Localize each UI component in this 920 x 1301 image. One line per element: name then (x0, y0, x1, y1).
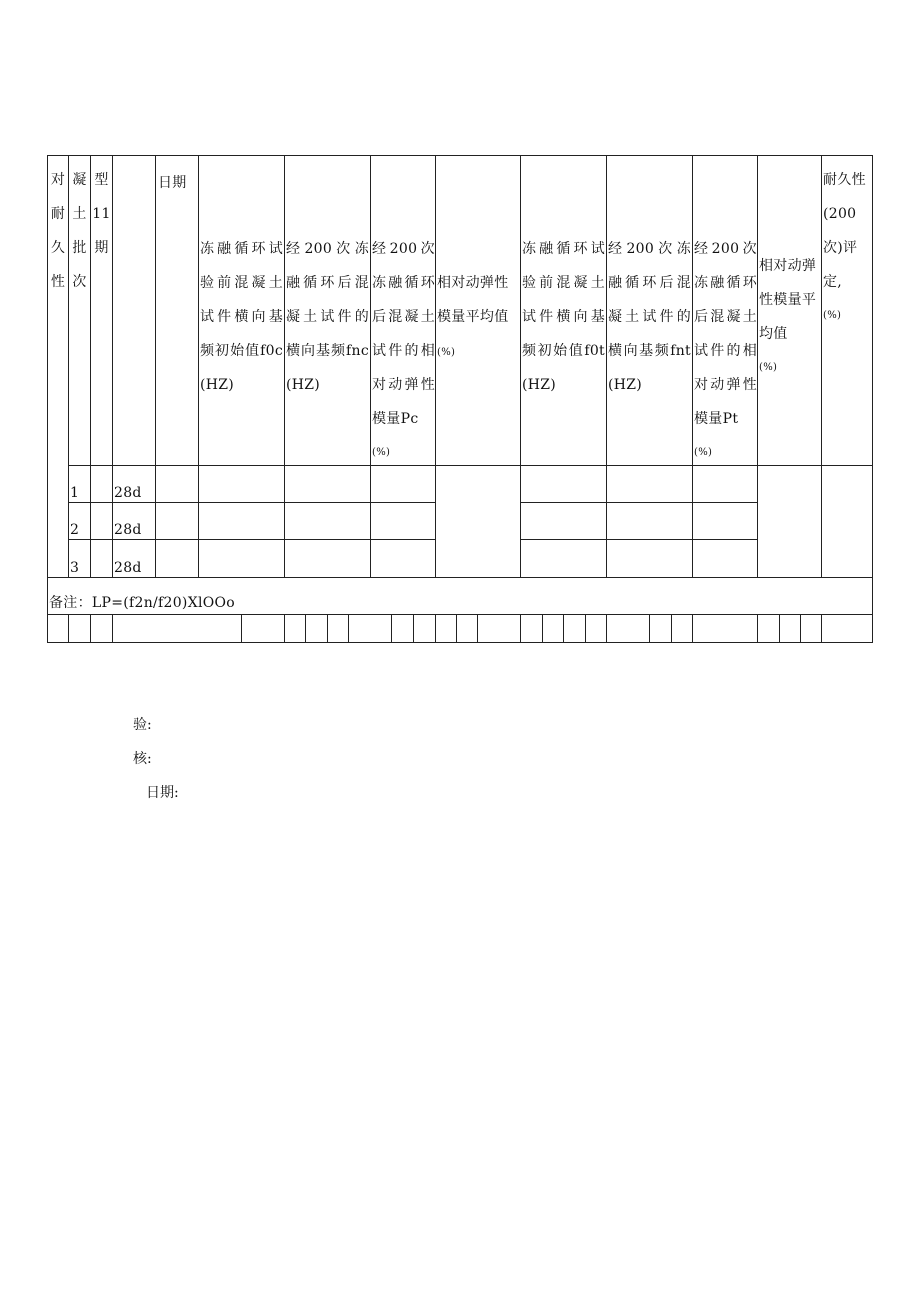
header-after-freq-c-text: 经200次冻融循环后混凝土试件的横向基频fnc(HZ) (286, 241, 369, 393)
col-line (692, 155, 693, 577)
header-type-label: 型11期 (92, 172, 111, 256)
tick-line (327, 614, 328, 642)
header-average-c-unit: (%) (437, 347, 456, 358)
header-average-t-unit: (%) (759, 362, 778, 373)
header-initial-freq-c-text: 冻融循环试验前混凝土试件横向基频初始值f0c(HZ) (200, 241, 283, 393)
row-1-number: 1 (70, 485, 80, 501)
header-after-freq-c (286, 232, 369, 402)
table-border-right (872, 155, 873, 643)
header-average-c-text: 相对动弹性模量平均值 (437, 275, 509, 325)
tick-line (456, 614, 457, 642)
col-line (112, 155, 113, 577)
tick-line (585, 614, 586, 642)
tick-line (542, 614, 543, 642)
header-initial-freq-t-text: 冻融循环试验前混凝土试件横向基频初始值f0t(HZ) (522, 241, 605, 393)
header-modulus-pt-unit: (%) (694, 447, 713, 458)
col-line (155, 155, 156, 577)
signoff-check: 验: (133, 717, 152, 733)
row-2-age: 28d (114, 522, 142, 538)
tick-line (241, 614, 242, 642)
header-modulus-pt-text: 经200次冻融循环后混凝土试件的相对动弹性模量Pt (694, 241, 757, 427)
col-line (520, 155, 521, 577)
row-1-age: 28d (114, 485, 142, 501)
tick-line (284, 614, 285, 642)
tick-line (520, 614, 521, 642)
header-after-freq-t (608, 232, 691, 402)
row-2-number: 2 (70, 522, 80, 538)
header-modulus-pt (694, 232, 757, 470)
data-bottom-line (47, 577, 873, 578)
tick-line (692, 614, 693, 642)
signoff-date: 日期: (146, 785, 179, 801)
col-line (757, 155, 758, 577)
tick-line (757, 614, 758, 642)
col-line (198, 155, 199, 577)
tick-line (413, 614, 414, 642)
header-average-c (437, 266, 519, 370)
row-3-number: 3 (70, 560, 80, 576)
header-initial-freq-c (200, 232, 283, 402)
tick-line (477, 614, 478, 642)
tick-line (821, 614, 822, 642)
header-modulus-pc (372, 232, 435, 470)
header-durability-label: 对耐久性 (50, 172, 66, 290)
header-rating-unit: (%) (823, 310, 842, 321)
header-rating-text: 耐久性(200次)评定, (823, 172, 866, 290)
signoff-review: 核: (133, 751, 152, 767)
header-initial-freq-t (522, 232, 605, 402)
tick-line (391, 614, 392, 642)
header-after-freq-t-text: 经200次冻融循环后混凝土试件的横向基频fnt(HZ) (608, 241, 691, 393)
row-3-age: 28d (114, 560, 142, 576)
header-batch-label: 凝土批次 (72, 172, 87, 290)
tick-line (779, 614, 780, 642)
header-average-t (759, 249, 821, 385)
row-line (520, 502, 757, 503)
tick-line (305, 614, 306, 642)
header-modulus-pc-unit: (%) (372, 447, 391, 458)
table-border-top (47, 155, 873, 156)
row-line (520, 539, 757, 540)
tick-line (671, 614, 672, 642)
header-modulus-pc-text: 经200次冻融循环后混凝土试件的相对动弹性模量Pc (372, 241, 435, 427)
col-line (370, 155, 371, 577)
table-border-bottom (47, 642, 873, 643)
header-average-t-text: 相对动弹性模量平均值 (759, 258, 817, 342)
tick-line (435, 614, 436, 642)
col-line (606, 155, 607, 577)
header-rating (823, 163, 871, 333)
col-line (435, 155, 436, 577)
col-line (284, 155, 285, 577)
tick-line (649, 614, 650, 642)
note-formula: 备注：LP=(f2n/f20)XlOOo (49, 595, 236, 611)
header-date-label: 日期 (158, 175, 187, 191)
tick-line (606, 614, 607, 642)
tick-line (800, 614, 801, 642)
tick-line (348, 614, 349, 642)
tick-line (563, 614, 564, 642)
col-line (821, 155, 822, 577)
